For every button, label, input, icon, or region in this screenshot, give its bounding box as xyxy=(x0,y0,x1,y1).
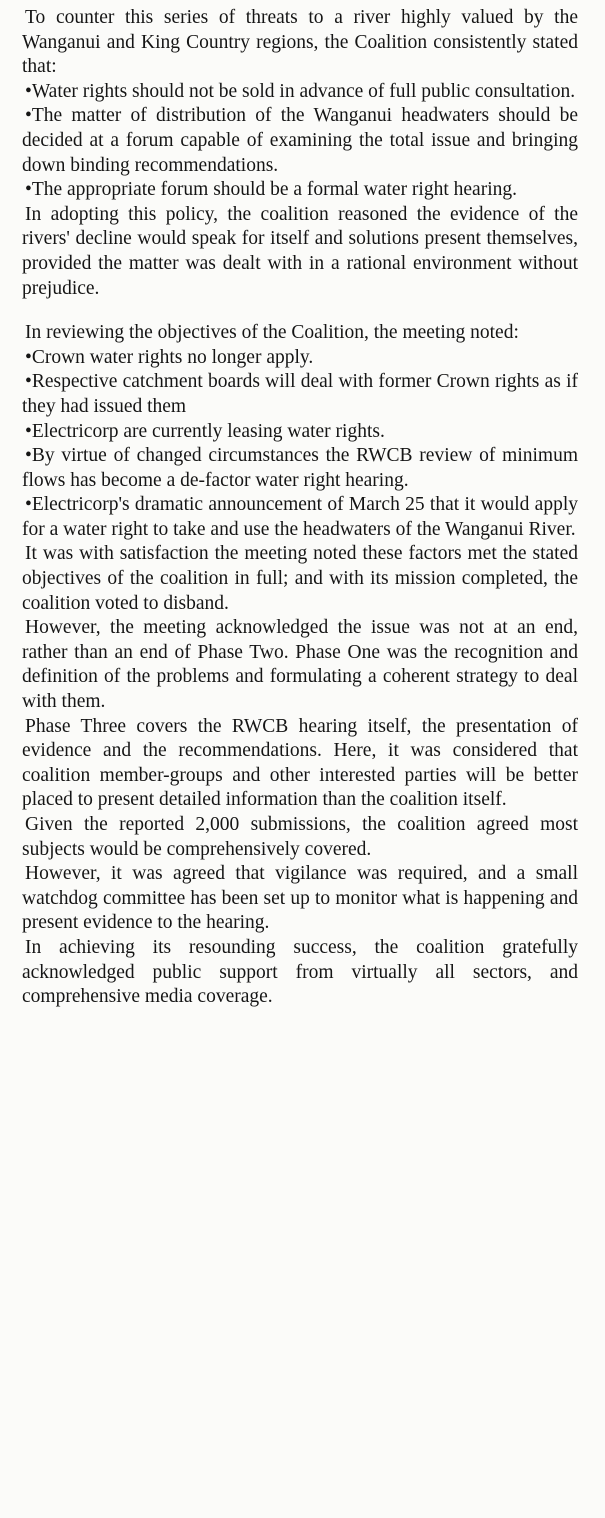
article-column xyxy=(22,6,578,1010)
bullet-electricorp-leasing: •Electricorp are currently leasing water rights. xyxy=(25,420,385,442)
satisfaction-paragraph: It was with satisfaction the meeting noted these factors met the stated objectives of the coalition in full; and with its mission completed, the coalition voted to disband. xyxy=(22,543,578,614)
policy-reasoning-paragraph: In adopting this policy, the coalition reasoned the evidence of the rivers' decline would speak for itself and solutions present themselves, provided the matter was dealt with in a rational environment without prejudice. xyxy=(22,203,578,299)
submissions-paragraph: Given the reported 2,000 submissions, the coalition agreed most subjects would be comprehensively covered. xyxy=(22,814,578,860)
bullet-rwcb-review: •By virtue of changed circumstances the RWCB review of minimum flows has become a de-factor water right hearing. xyxy=(22,445,578,491)
phase-two-paragraph: However, the meeting acknowledged the issue was not at an end, rather than an end of Phase Two. Phase One was the recognition and definition of the problems and formulating a coherent strategy to deal with them. xyxy=(22,617,578,713)
success-paragraph: In achieving its resounding success, the coalition gratefully acknowledged public support from virtually all sectors, and comprehensive media coverage. xyxy=(22,936,578,1008)
bullet-water-rights-not-sold: •Water rights should not be sold in advance of full public consultation. xyxy=(25,80,576,102)
bullet-electricorp-announcement: •Electricorp's dramatic announcement of March 25 that it would apply for a water right to take and use the headwaters of the Wanganui River. xyxy=(22,494,578,540)
review-intro-paragraph: In reviewing the objectives of the Coalition, the meeting noted: xyxy=(25,322,519,344)
bullet-catchment-boards: •Respective catchment boards will deal with former Crown rights as if they had issued them xyxy=(22,371,578,417)
section-gap xyxy=(22,301,578,321)
phase-three-paragraph: Phase Three covers the RWCB hearing itself, the presentation of evidence and the recommendations. Here, it was considered that coalition member-groups and other interested parties will be better placed to present detailed information than the coalition itself. xyxy=(22,715,578,811)
intro-paragraph: To counter this series of threats to a river highly valued by the Wanganui and King Country regions, the Coalition consistently stated that: xyxy=(22,7,578,78)
vigilance-paragraph: However, it was agreed that vigilance was required, and a small watchdog committee has been set up to monitor what is happening and present evidence to the hearing. xyxy=(22,863,578,934)
bullet-formal-hearing: •The appropriate forum should be a formal water right hearing. xyxy=(25,179,517,201)
bullet-distribution-forum: •The matter of distribution of the Wanganui headwaters should be decided at a forum capable of examining the total issue and bringing down binding recommendations. xyxy=(22,105,578,176)
bullet-crown-rights: •Crown water rights no longer apply. xyxy=(25,346,314,368)
